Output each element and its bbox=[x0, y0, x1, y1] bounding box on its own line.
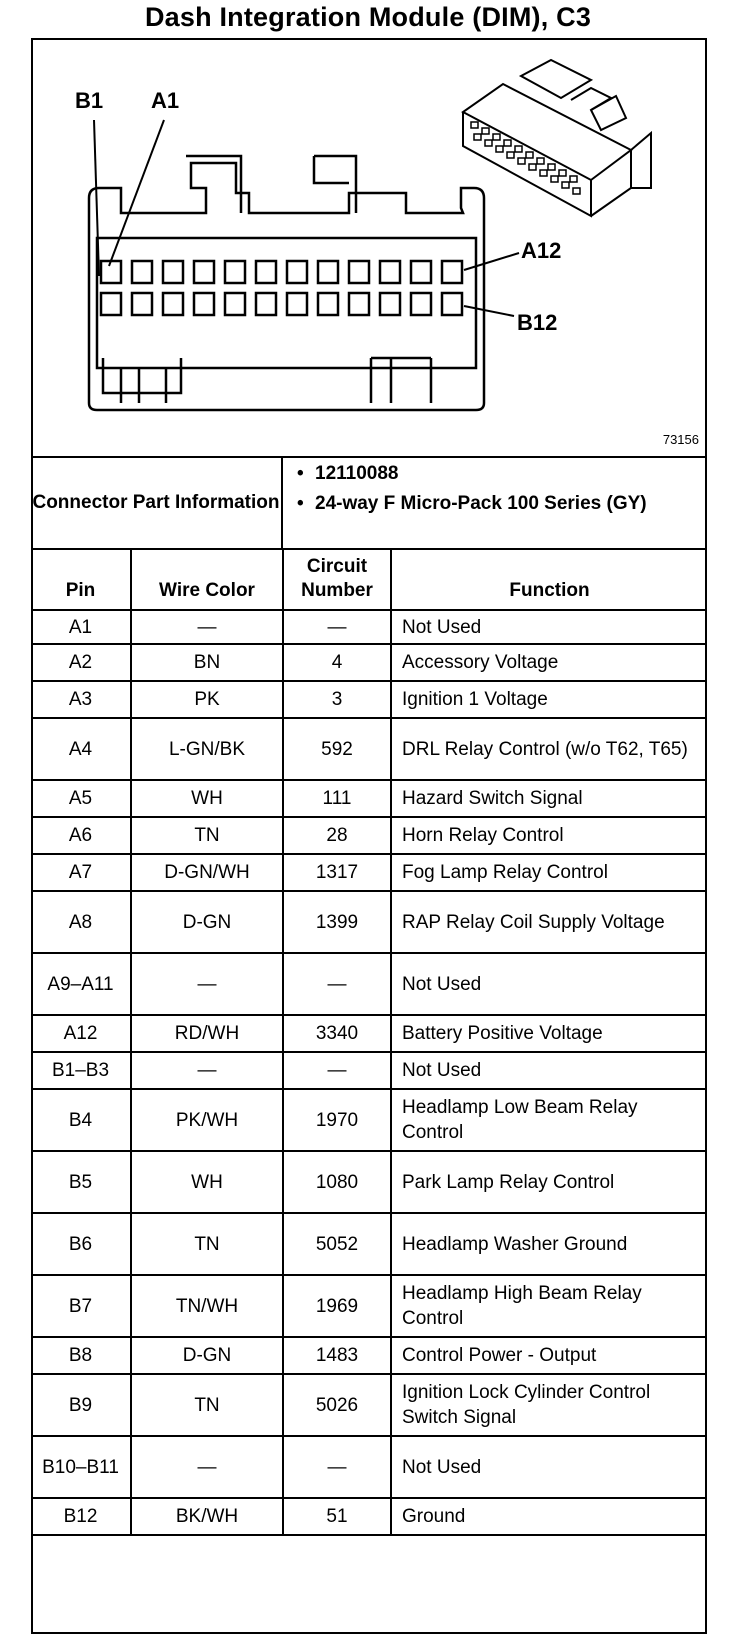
pin-cell: A6 bbox=[31, 817, 131, 854]
connector-info-bullets bbox=[293, 462, 693, 516]
circuit-number-cell: 1317 bbox=[283, 854, 391, 891]
function-cell: Headlamp Low Beam Relay Control bbox=[391, 1089, 707, 1151]
table-row bbox=[31, 1015, 707, 1052]
pin-cell: A7 bbox=[31, 854, 131, 891]
pin-cavity bbox=[318, 293, 338, 315]
table-row bbox=[31, 817, 707, 854]
table-row bbox=[31, 1275, 707, 1337]
circuit-number-cell: 51 bbox=[283, 1498, 391, 1535]
function-cell: Not Used bbox=[391, 953, 707, 1015]
wire-color-cell: TN/WH bbox=[131, 1275, 283, 1337]
function-cell: Horn Relay Control bbox=[391, 817, 707, 854]
label-b12: B12 bbox=[517, 310, 558, 335]
left-latch bbox=[186, 156, 241, 213]
function-cell: Park Lamp Relay Control bbox=[391, 1151, 707, 1213]
isometric-pin-hole bbox=[573, 188, 580, 194]
isometric-pin-hole bbox=[515, 146, 522, 152]
a1-leader bbox=[109, 120, 164, 266]
function-cell: Ground bbox=[391, 1498, 707, 1535]
wire-color-cell: WH bbox=[131, 1151, 283, 1213]
table-row bbox=[31, 1151, 707, 1213]
pin-cell: A8 bbox=[31, 891, 131, 953]
part-number: 12110088 bbox=[315, 463, 399, 484]
pin-cavity bbox=[287, 293, 307, 315]
isometric-pin-hole bbox=[529, 164, 536, 170]
pin-table-header bbox=[31, 548, 707, 610]
pin-cell: A2 bbox=[31, 644, 131, 681]
isometric-pin-hole bbox=[482, 128, 489, 134]
pin-cell: A4 bbox=[31, 718, 131, 780]
connector-body-outline bbox=[89, 163, 484, 410]
function-cell: Fog Lamp Relay Control bbox=[391, 854, 707, 891]
pin-cavity bbox=[225, 293, 245, 315]
table-row bbox=[31, 1089, 707, 1151]
connector-info-label: Connector Part Information bbox=[31, 458, 283, 548]
pin-cavity bbox=[101, 261, 121, 283]
circuit-number-cell: 3 bbox=[283, 681, 391, 718]
connector-isometric-view bbox=[463, 60, 651, 216]
isometric-pin-hole bbox=[551, 176, 558, 182]
label-b1: B1 bbox=[75, 88, 104, 113]
isometric-pin-hole bbox=[496, 146, 503, 152]
pin-cavity bbox=[411, 293, 431, 315]
connector-type-item: • 24-way F Micro-Pack 100 Series (GY) bbox=[297, 493, 647, 514]
function-cell: RAP Relay Coil Supply Voltage bbox=[391, 891, 707, 953]
table-row bbox=[31, 718, 707, 780]
header-function: Function bbox=[391, 548, 707, 610]
pin-cell: B5 bbox=[31, 1151, 131, 1213]
b12-leader bbox=[464, 306, 514, 316]
isometric-pin-hole bbox=[562, 182, 569, 188]
table-row bbox=[31, 854, 707, 891]
pin-cavity bbox=[349, 293, 369, 315]
circuit-number-cell: 5026 bbox=[283, 1374, 391, 1436]
circuit-number-cell: 1970 bbox=[283, 1089, 391, 1151]
function-cell: Not Used bbox=[391, 1052, 707, 1089]
pin-cell: A3 bbox=[31, 681, 131, 718]
figure-number: 73156 bbox=[662, 432, 699, 447]
pin-cavity bbox=[132, 293, 152, 315]
isometric-pin-hole bbox=[548, 164, 555, 170]
wire-color-cell: BN bbox=[131, 644, 283, 681]
circuit-number-cell: 28 bbox=[283, 817, 391, 854]
function-cell: Ignition Lock Cylinder Control Switch Signal bbox=[391, 1374, 707, 1436]
pin-cell: A5 bbox=[31, 780, 131, 817]
pin-cell: B1–B3 bbox=[31, 1052, 131, 1089]
table-row bbox=[31, 1436, 707, 1498]
function-cell: Not Used bbox=[391, 610, 707, 644]
connector-diagram bbox=[31, 38, 707, 458]
table-row bbox=[31, 1213, 707, 1275]
circuit-number-cell: — bbox=[283, 953, 391, 1015]
pin-cell: B9 bbox=[31, 1374, 131, 1436]
pin-cavity bbox=[194, 293, 214, 315]
wire-color-cell: PK bbox=[131, 681, 283, 718]
isometric-pin-hole bbox=[570, 176, 577, 182]
isometric-pin-hole bbox=[493, 134, 500, 140]
circuit-number-cell: 5052 bbox=[283, 1213, 391, 1275]
pin-cavity bbox=[442, 293, 462, 315]
pin-cavity bbox=[132, 261, 152, 283]
pin-cavity bbox=[380, 293, 400, 315]
pin-cavity bbox=[287, 261, 307, 283]
pin-cell: B10–B11 bbox=[31, 1436, 131, 1498]
connector-type: 24-way F Micro-Pack 100 Series (GY) bbox=[315, 493, 647, 514]
wire-color-cell: TN bbox=[131, 1374, 283, 1436]
circuit-number-cell: 1399 bbox=[283, 891, 391, 953]
isometric-pin-holes bbox=[471, 122, 580, 194]
wire-color-cell: — bbox=[131, 1052, 283, 1089]
pin-cavity bbox=[163, 293, 183, 315]
connector-part-info bbox=[31, 456, 707, 550]
header-pin: Pin bbox=[31, 548, 131, 610]
pin-cell: B8 bbox=[31, 1337, 131, 1374]
table-row bbox=[31, 1498, 707, 1535]
pin-cavity bbox=[411, 261, 431, 283]
wire-color-cell: — bbox=[131, 610, 283, 644]
table-row bbox=[31, 780, 707, 817]
wire-color-cell: — bbox=[131, 1436, 283, 1498]
pin-cell: B7 bbox=[31, 1275, 131, 1337]
function-cell: Hazard Switch Signal bbox=[391, 780, 707, 817]
pin-table bbox=[31, 548, 707, 1536]
wire-color-cell: — bbox=[131, 953, 283, 1015]
table-row bbox=[31, 1052, 707, 1089]
table-row bbox=[31, 1337, 707, 1374]
pin-cavity bbox=[225, 261, 245, 283]
isometric-pin-hole bbox=[540, 170, 547, 176]
header-circuit-number: Circuit Number bbox=[283, 548, 391, 610]
wire-color-cell: L-GN/BK bbox=[131, 718, 283, 780]
circuit-number-cell: — bbox=[283, 1052, 391, 1089]
table-row bbox=[31, 644, 707, 681]
isometric-pin-hole bbox=[537, 158, 544, 164]
function-cell: DRL Relay Control (w/o T62, T65) bbox=[391, 718, 707, 780]
pin-cavity bbox=[380, 261, 400, 283]
function-cell: Not Used bbox=[391, 1436, 707, 1498]
connector-face-drawing bbox=[31, 38, 707, 458]
table-row bbox=[31, 681, 707, 718]
page-title: Dash Integration Module (DIM), C3 bbox=[144, 2, 592, 32]
wire-color-cell: TN bbox=[131, 1213, 283, 1275]
function-cell: Headlamp High Beam Relay Control bbox=[391, 1275, 707, 1337]
part-number-item: • 12110088 bbox=[297, 463, 399, 484]
bottom-key-right bbox=[371, 358, 431, 403]
table-row bbox=[31, 953, 707, 1015]
circuit-number-cell: 1969 bbox=[283, 1275, 391, 1337]
table-row bbox=[31, 610, 707, 644]
circuit-number-cell: 3340 bbox=[283, 1015, 391, 1052]
isometric-pin-hole bbox=[518, 158, 525, 164]
pin-cavity bbox=[349, 261, 369, 283]
circuit-number-cell: — bbox=[283, 610, 391, 644]
pin-cell: B12 bbox=[31, 1498, 131, 1535]
wire-color-cell: PK/WH bbox=[131, 1089, 283, 1151]
circuit-number-cell: 592 bbox=[283, 718, 391, 780]
function-cell: Control Power - Output bbox=[391, 1337, 707, 1374]
pin-cavity bbox=[194, 261, 214, 283]
circuit-number-cell: 111 bbox=[283, 780, 391, 817]
wire-color-cell: WH bbox=[131, 780, 283, 817]
circuit-number-cell: — bbox=[283, 1436, 391, 1498]
isometric-pin-hole bbox=[526, 152, 533, 158]
isometric-pin-hole bbox=[474, 134, 481, 140]
function-cell: Accessory Voltage bbox=[391, 644, 707, 681]
pin-cell: A12 bbox=[31, 1015, 131, 1052]
isometric-pin-hole bbox=[471, 122, 478, 128]
isometric-pin-hole bbox=[485, 140, 492, 146]
circuit-number-cell: 1483 bbox=[283, 1337, 391, 1374]
pin-cavity bbox=[101, 293, 121, 315]
wire-color-cell: BK/WH bbox=[131, 1498, 283, 1535]
pin-cell: B6 bbox=[31, 1213, 131, 1275]
isometric-pin-hole bbox=[504, 140, 511, 146]
wire-color-cell: D-GN bbox=[131, 891, 283, 953]
pin-cavities bbox=[101, 261, 462, 315]
pin-cell: A1 bbox=[31, 610, 131, 644]
pin-cavity bbox=[163, 261, 183, 283]
pin-cavity bbox=[256, 293, 276, 315]
header-wire-color: Wire Color bbox=[131, 548, 283, 610]
a12-leader bbox=[464, 253, 519, 270]
wire-color-cell: D-GN/WH bbox=[131, 854, 283, 891]
pin-cell: A9–A11 bbox=[31, 953, 131, 1015]
isometric-pin-hole bbox=[559, 170, 566, 176]
isometric-pin-hole bbox=[507, 152, 514, 158]
wire-color-cell: RD/WH bbox=[131, 1015, 283, 1052]
circuit-number-cell: 4 bbox=[283, 644, 391, 681]
label-a1: A1 bbox=[151, 88, 180, 113]
wire-color-cell: TN bbox=[131, 817, 283, 854]
pin-cavity bbox=[256, 261, 276, 283]
label-a12: A12 bbox=[521, 238, 562, 263]
function-cell: Ignition 1 Voltage bbox=[391, 681, 707, 718]
function-cell: Headlamp Washer Ground bbox=[391, 1213, 707, 1275]
bottom-key-left bbox=[103, 358, 181, 403]
table-row bbox=[31, 1374, 707, 1436]
wire-color-cell: D-GN bbox=[131, 1337, 283, 1374]
function-cell: Battery Positive Voltage bbox=[391, 1015, 707, 1052]
table-row bbox=[31, 891, 707, 953]
circuit-number-cell: 1080 bbox=[283, 1151, 391, 1213]
pin-cavity bbox=[318, 261, 338, 283]
pin-cell: B4 bbox=[31, 1089, 131, 1151]
pin-cavity bbox=[442, 261, 462, 283]
